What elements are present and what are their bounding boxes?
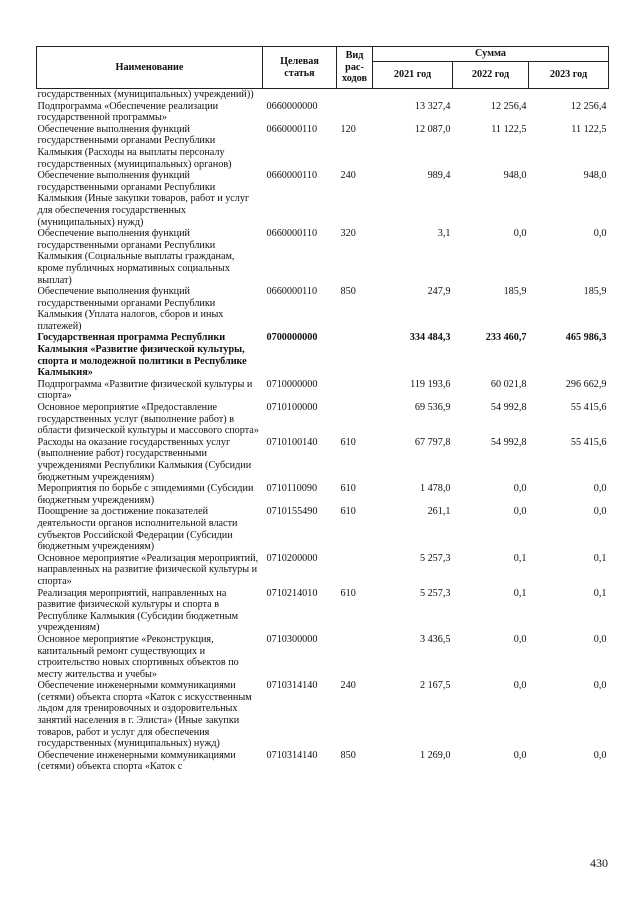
cell-2023: [529, 89, 609, 101]
cell-2022: 948,0: [503, 170, 527, 182]
table-row: [37, 124, 609, 170]
cell-2023: 0,0: [593, 680, 607, 692]
cell-2023: 296 662,9: [565, 378, 607, 390]
cell-vid: 240: [340, 680, 356, 692]
cell-2023: 12 256,4: [570, 100, 607, 112]
cell-name: Мероприятия по борьбе с эпидемиями (Субсидии бюджетным учреждениям): [37, 483, 254, 506]
cell-name: Обеспечение выполнения функций государственными органами Республики Калмыкия (Иные закупки товаров, работ и услуг для обеспечения государственных (муниципальных) нужд): [37, 170, 250, 228]
cell-vid: 610: [340, 483, 356, 495]
cell-2023: 0,0: [593, 228, 607, 240]
cell-2021: 3,1: [437, 228, 451, 240]
cell-code: 0660000000: [266, 100, 318, 112]
table-header: [37, 47, 609, 89]
cell-code: 0710000000: [266, 378, 318, 390]
cell-code: 0710155490: [266, 506, 318, 518]
cell-2022: 233 460,7: [485, 332, 527, 344]
cell-2023: 185,9: [583, 286, 607, 298]
cell-name: Обеспечение выполнения функций государственными органами Республики Калмыкия (Уплата налогов, сборов и иных платежей): [37, 286, 224, 332]
cell-code: 0710314140: [266, 749, 318, 761]
table-row: [37, 483, 609, 506]
cell-vid: 320: [340, 228, 356, 240]
cell-code: 0710100000: [266, 402, 318, 414]
cell-vid: [337, 553, 373, 588]
cell-2023: 0,0: [593, 749, 607, 761]
table-row: [37, 379, 609, 402]
cell-2021: 12 087,0: [414, 123, 451, 135]
cell-2022: 0,1: [513, 552, 527, 564]
cell-2022: 185,9: [503, 286, 527, 298]
header-year-2021: 2021 год: [373, 62, 453, 89]
cell-2023: 55 415,6: [570, 436, 607, 448]
cell-2022: 0,0: [513, 749, 527, 761]
cell-code: 0710110090: [266, 483, 318, 495]
cell-2021: 261,1: [427, 506, 451, 518]
cell-2023: 0,0: [593, 506, 607, 518]
table-row: [37, 750, 609, 773]
table-row: [37, 402, 609, 437]
cell-2022: 0,0: [513, 633, 527, 645]
cell-vid: [337, 634, 373, 680]
cell-name: Подпрограмма «Обеспечение реализации государственной программы»: [37, 100, 219, 124]
cell-name: Реализация мероприятий, направленных на развитие физической культуры и спорта в Республике Калмыкия (Субсидии бюджетным учреждениям): [37, 587, 239, 634]
cell-2021: 5 257,3: [419, 552, 451, 564]
cell-name: Обеспечение инженерными коммуникациями (сетями) объекта спорта «Каток с: [37, 749, 236, 773]
budget-table-page: [36, 46, 608, 773]
cell-name: Основное мероприятие «Реализация мероприятий, направленных на развитие физической культуры и спорта»: [37, 552, 259, 587]
cell-2021: 334 484,3: [409, 332, 451, 344]
cell-code: 0660000110: [266, 228, 318, 240]
cell-vid: 610: [340, 506, 356, 518]
cell-name: Государственная программа Республики Калмыкия «Развитие физической культуры, спорта и молодежной политики в Республике Калмыкия»: [37, 332, 247, 379]
cell-2023: 0,0: [593, 483, 607, 495]
cell-2022: 12 256,4: [490, 100, 527, 112]
cell-2023: 948,0: [583, 170, 607, 182]
cell-2022: 0,1: [513, 587, 527, 599]
cell-2023: 0,0: [593, 633, 607, 645]
cell-2021: 2 167,5: [419, 680, 451, 692]
cell-name: Обеспечение выполнения функций государственными органами Республики Калмыкия (Социальные выплаты гражданам, кроме публичных нормативных социальных выплат): [37, 228, 235, 286]
table-row: [37, 332, 609, 378]
cell-code: 0660000110: [266, 123, 318, 135]
cell-code: 0660000110: [266, 170, 318, 182]
cell-code: 0710200000: [266, 552, 318, 564]
table-row: [37, 101, 609, 124]
budget-table: [36, 46, 609, 773]
cell-code: 0710100140: [266, 436, 318, 448]
cell-2022: 0,0: [513, 483, 527, 495]
page-number: 430: [590, 856, 608, 870]
cell-2021: 1 269,0: [419, 749, 451, 761]
table-row: [37, 634, 609, 680]
table-row: [37, 89, 609, 101]
cell-2023: 11 122,5: [571, 123, 607, 135]
cell-vid: [337, 89, 373, 101]
cell-code: 0660000110: [266, 286, 318, 298]
cell-2023: 55 415,6: [570, 402, 607, 414]
cell-vid: [337, 379, 373, 402]
cell-2021: 247,9: [427, 286, 451, 298]
table-row: [37, 588, 609, 634]
cell-2021: 1 478,0: [419, 483, 451, 495]
header-code: Целевая статья: [263, 47, 337, 89]
cell-2021: 67 797,8: [414, 436, 451, 448]
table-row: [37, 553, 609, 588]
cell-2022: 0,0: [513, 228, 527, 240]
cell-2022: 0,0: [513, 680, 527, 692]
cell-vid: 850: [340, 286, 356, 298]
cell-vid: [337, 101, 373, 124]
cell-code: 0710314140: [266, 680, 318, 692]
table-row: [37, 437, 609, 483]
header-name: Наименование: [37, 47, 263, 89]
table-row: [37, 680, 609, 750]
table-row: [37, 228, 609, 286]
cell-2023: 0,1: [593, 587, 607, 599]
cell-2022: 60 021,8: [490, 378, 527, 390]
cell-vid: [337, 402, 373, 437]
cell-name: Поощрение за достижение показателей деятельности органов исполнительной власти субъектов Российской Федерации (Субсидии бюджетным учреждениям): [37, 506, 238, 553]
table-row: [37, 286, 609, 332]
cell-vid: 120: [340, 123, 356, 135]
header-sum: Сумма: [373, 47, 609, 62]
table-row: [37, 506, 609, 552]
cell-2022: 54 992,8: [490, 436, 527, 448]
cell-name: Основное мероприятие «Реконструкция, капитальный ремонт существующих и строительство новых спортивных объектов по месту жительства и учебы»: [37, 633, 239, 680]
header-year-2023: 2023 год: [529, 62, 609, 89]
cell-code: 0700000000: [266, 332, 318, 344]
cell-vid: 610: [340, 587, 356, 599]
cell-code: 0710214010: [266, 587, 318, 599]
cell-vid: 850: [340, 749, 356, 761]
table-body: [37, 89, 609, 774]
cell-2021: 69 536,9: [414, 402, 451, 414]
cell-2021: 3 436,5: [419, 633, 451, 645]
cell-code: 0710300000: [266, 633, 318, 645]
cell-2022: 11 122,5: [491, 123, 527, 135]
cell-vid: 610: [340, 436, 356, 448]
cell-code: [263, 89, 337, 101]
cell-2021: 5 257,3: [419, 587, 451, 599]
cell-vid: [337, 332, 373, 378]
cell-name: Подпрограмма «Развитие физической культуры и спорта»: [37, 378, 253, 402]
cell-name: Обеспечение выполнения функций государственными органами Республики Калмыкия (Расходы на выплаты персоналу государственных (муниципальных) органов): [37, 123, 232, 170]
cell-name: Основное мероприятие «Предоставление государственных услуг (выполнение работ) в области физической культуры и массового спорта»: [37, 402, 259, 437]
cell-2023: 465 986,3: [565, 332, 607, 344]
cell-name: Расходы на оказание государственных услуг (выполнение работ) государственными учреждениями Республики Калмыкия (Субсидии бюджетным учреждениям): [37, 436, 252, 483]
cell-2021: 989,4: [427, 170, 451, 182]
cell-2021: 13 327,4: [414, 100, 451, 112]
cell-name: Обеспечение инженерными коммуникациями (сетями) объекта спорта «Каток с искусственным льдом для тренировочных и оздоровительных занятий населения в г. Элиста» (Иные закупки товаров, работ и услуг для обеспечения государственных (муниципальных) нужд): [37, 680, 252, 750]
cell-2022: 54 992,8: [490, 402, 527, 414]
cell-vid: 240: [340, 170, 356, 182]
cell-2023: 0,1: [593, 552, 607, 564]
cell-name: государственных (муниципальных) учреждений)): [37, 89, 254, 100]
header-year-2022: 2022 год: [453, 62, 529, 89]
table-row: [37, 170, 609, 228]
cell-2021: 119 193,6: [410, 378, 451, 390]
cell-2021: [373, 89, 453, 101]
header-vid: Вид рас-ходов: [337, 47, 373, 89]
cell-2022: [453, 89, 529, 101]
cell-2022: 0,0: [513, 506, 527, 518]
